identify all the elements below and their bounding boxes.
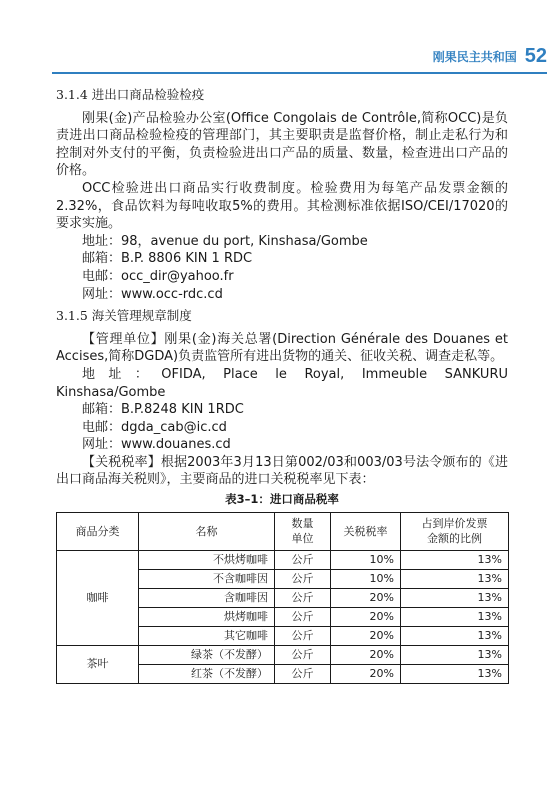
contact-postbox: 邮箱：B.P. 8806 KIN 1 RDC: [82, 251, 253, 267]
column-header: 数量 单位: [275, 512, 331, 550]
table-row: 不含咖啡因 公斤 10% 13%: [57, 569, 509, 588]
table-caption: 表3–1：进口商品税率: [225, 492, 339, 507]
page-header: [433, 44, 547, 68]
table-row: 其它咖啡 公斤 20% 13%: [57, 626, 509, 645]
category-cell: 咖啡: [57, 550, 139, 645]
contact-address: 地址：OFIDA, Place le Royal, Immeuble SANKURU Kinshasa/Gombe: [56, 366, 508, 400]
column-header: 商品分类: [57, 512, 139, 550]
table-row: 红茶（不发酵） 公斤 20% 13%: [57, 664, 509, 683]
category-cell: 茶叶: [57, 645, 139, 683]
section-title: 3.1.5 海关管理规章制度: [56, 308, 192, 324]
paragraph: 【管理单位】刚果(金)海关总署(Direction Générale des Douanes et Accises,简称DGDA)负责监管所有进出货物的通关、征收关税、调查走私等。: [56, 331, 508, 365]
column-header: 占到岸价发票 金额的比例: [401, 512, 509, 550]
table-row: 烘烤咖啡 公斤 20% 13%: [57, 607, 509, 626]
table-row: 茶叶 绿茶（不发酵） 公斤 20% 13%: [57, 645, 509, 664]
contact-website: 网址：www.occ-rdc.cd: [82, 286, 223, 302]
section-title: 3.1.4 进出口商品检验检疫: [56, 87, 205, 102]
page-number: 52: [524, 44, 547, 67]
page-body: [56, 86, 508, 684]
table-row: 含咖啡因 公斤 20% 13%: [57, 588, 509, 607]
contact-email: 电邮：occ_dir@yahoo.fr: [82, 268, 234, 284]
table-row: 咖啡 不烘烤咖啡 公斤 10% 13%: [57, 550, 509, 569]
header-divider: [52, 72, 547, 74]
paragraph: 【关税税率】根据2003年3月13日第002/03和003/03号法令颁布的《进出口商品海关税则》，主要商品的进口关税税率见下表：: [56, 454, 508, 488]
contact-address: 地址：98，avenue du port, Kinshasa/Gombe: [82, 233, 368, 249]
contact-email: 电邮：dgda_cab@ic.cd: [82, 419, 227, 435]
contact-website: 网址：www.douanes.cd: [82, 437, 231, 453]
paragraph: 刚果(金)产品检验办公室(Office Congolais de Contrôle,简称OCC)是负责进出口商品检验检疫的管理部门，其主要职责是监督价格，制止走私行为和控制对外支付的平衡，负责检验进出口产品的质量、数量，检查进出口产品的价格。: [56, 110, 508, 179]
column-header: 关税税率: [331, 512, 401, 550]
running-header-title: 刚果民主共和国: [432, 49, 517, 64]
column-header: 名称: [139, 512, 275, 550]
table-header-row: [57, 512, 509, 550]
contact-postbox: 邮箱：B.P.8248 KIN 1RDC: [82, 402, 244, 418]
tariff-table: [56, 512, 509, 684]
paragraph: OCC检验进出口商品实行收费制度。检验费用为每笔产品发票金额的2.32%，食品饮料为每吨收取5%的费用。其检测标准依据ISO/CEI/17020的要求实施。: [56, 180, 508, 232]
